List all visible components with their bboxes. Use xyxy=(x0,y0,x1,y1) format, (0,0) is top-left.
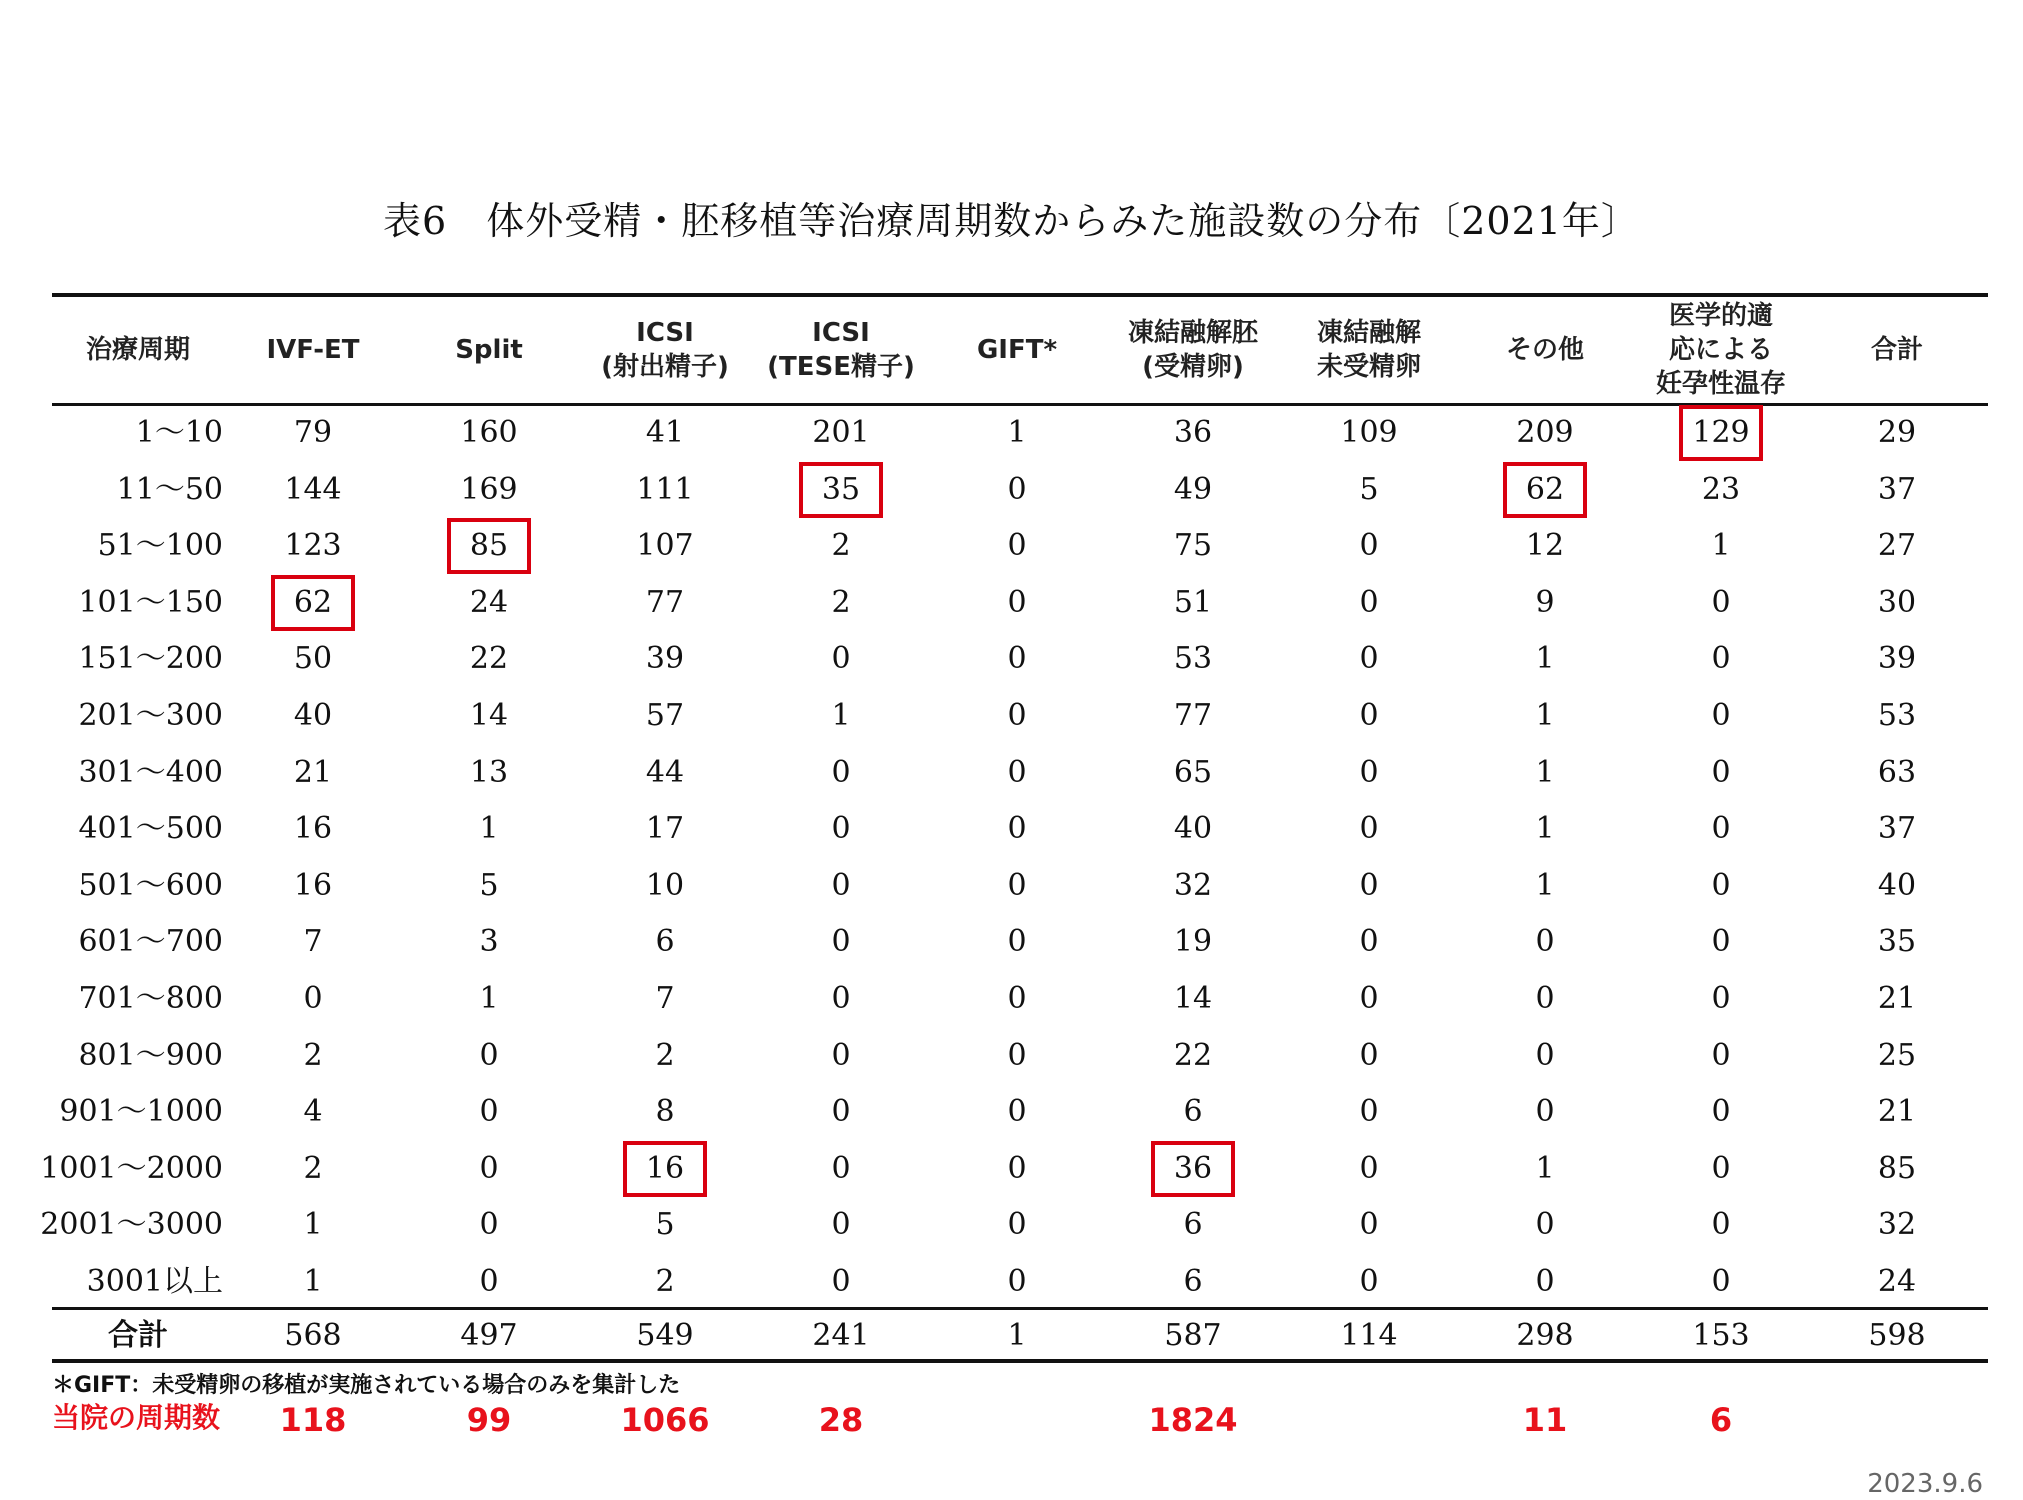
total-cell: 298 xyxy=(1516,1318,1574,1353)
highlight-box xyxy=(447,518,531,574)
highlight-box xyxy=(1503,462,1587,518)
table-cell: 1 xyxy=(479,811,499,847)
row-label: 901〜1000 xyxy=(59,1094,223,1130)
row-label: 801〜900 xyxy=(78,1037,223,1073)
ours-cell: 11 xyxy=(1522,1401,1568,1439)
table-cell: 5 xyxy=(479,867,499,903)
table-title: 表6 体外受精・胚移植等治療周期数からみた施設数の分布〔2021年〕 xyxy=(383,199,1640,243)
table-cell: 49 xyxy=(1173,471,1213,507)
highlight-box xyxy=(623,1141,707,1197)
ours-cell: 28 xyxy=(818,1401,864,1439)
table-cell: 0 xyxy=(1711,1150,1731,1186)
header-line: 凍結融解胚 xyxy=(1127,318,1258,348)
table-cell: 12 xyxy=(1525,528,1565,564)
table-cell: 40 xyxy=(1877,867,1917,903)
table-cell: 0 xyxy=(479,1207,499,1243)
table-cell: 3 xyxy=(479,924,499,960)
total-cell: 1 xyxy=(1007,1318,1027,1353)
table-cell: 13 xyxy=(469,754,509,790)
table-cell: 0 xyxy=(1711,981,1731,1016)
table-cell: 36 xyxy=(1173,1150,1213,1186)
ours-cell: 1066 xyxy=(620,1401,710,1439)
table-cell: 21 xyxy=(1877,981,1917,1016)
table-cell: 21 xyxy=(293,754,333,790)
table-cell: 32 xyxy=(1877,1207,1917,1243)
row-label: 701〜800 xyxy=(78,981,223,1016)
table-cell: 85 xyxy=(469,528,509,564)
table-cell: 0 xyxy=(1359,1094,1379,1130)
table-cell: 35 xyxy=(1877,924,1917,960)
row-label: 601〜700 xyxy=(78,924,223,960)
table-cell: 24 xyxy=(1877,1264,1917,1299)
table-cell: 0 xyxy=(1359,584,1379,620)
table-cell: 0 xyxy=(831,981,851,1016)
header-line: 治療周期 xyxy=(85,335,190,365)
header-line: ICSI xyxy=(812,318,870,348)
table-cell: 30 xyxy=(1877,584,1917,620)
header-cell xyxy=(389,333,589,367)
row-label: 2001〜3000 xyxy=(40,1207,223,1243)
table-cell: 22 xyxy=(1173,1037,1213,1073)
table-cell: 160 xyxy=(460,415,518,450)
table-cell: 6 xyxy=(655,924,675,960)
total-cell: 114 xyxy=(1340,1318,1398,1353)
table-cell: 5 xyxy=(1359,471,1379,507)
table-cell: 0 xyxy=(1711,1037,1731,1073)
table-cell: 40 xyxy=(293,698,333,733)
table-cell: 0 xyxy=(1711,924,1731,960)
row-label: 201〜300 xyxy=(78,698,223,733)
table-cell: 27 xyxy=(1877,528,1917,564)
table-cell: 77 xyxy=(645,584,685,620)
table-cell: 0 xyxy=(1711,698,1731,733)
total-rule-bottom xyxy=(52,1359,1988,1363)
top-rule xyxy=(52,293,1988,297)
table-cell: 1 xyxy=(1535,811,1555,847)
table-cell: 0 xyxy=(831,1150,851,1186)
table-cell: 0 xyxy=(1359,1207,1379,1243)
table-cell: 109 xyxy=(1340,415,1398,450)
header-cell xyxy=(1445,333,1645,367)
table-cell: 0 xyxy=(479,1264,499,1299)
row-label: 1〜10 xyxy=(135,415,223,450)
table-cell: 53 xyxy=(1173,641,1213,677)
table-cell: 0 xyxy=(1535,1207,1555,1243)
table-cell: 0 xyxy=(1007,867,1027,903)
table-cell: 39 xyxy=(1877,641,1917,677)
ours-cell: 118 xyxy=(279,1401,347,1439)
table-cell: 1 xyxy=(479,981,499,1016)
row-label: 11〜50 xyxy=(116,471,223,507)
table-cell: 0 xyxy=(1007,981,1027,1016)
table-cell: 16 xyxy=(293,811,333,847)
table-cell: 62 xyxy=(1525,471,1565,507)
row-label: 401〜500 xyxy=(78,811,223,847)
table-cell: 17 xyxy=(645,811,685,847)
row-label: 501〜600 xyxy=(78,867,223,903)
table-cell: 144 xyxy=(284,471,342,507)
date-stamp: 2023.9.6 xyxy=(1867,1469,1983,1499)
table-cell: 0 xyxy=(1359,698,1379,733)
table-cell: 85 xyxy=(1877,1150,1917,1186)
table-cell: 6 xyxy=(1183,1264,1203,1299)
table-cell: 6 xyxy=(1183,1094,1203,1130)
table-cell: 107 xyxy=(636,528,694,564)
header-cell xyxy=(1621,299,1821,401)
total-cell: 153 xyxy=(1692,1318,1750,1353)
total-label: 合計 xyxy=(108,1318,168,1353)
table-cell: 37 xyxy=(1877,811,1917,847)
table-cell: 0 xyxy=(1007,1264,1027,1299)
table-cell: 0 xyxy=(1007,698,1027,733)
table-cell: 63 xyxy=(1877,754,1917,790)
table-cell: 0 xyxy=(1359,1264,1379,1299)
header-line: GIFT* xyxy=(976,335,1058,365)
table-cell: 1 xyxy=(1535,754,1555,790)
table-cell: 1 xyxy=(1535,1150,1555,1186)
table-cell: 24 xyxy=(469,584,509,620)
table-cell: 129 xyxy=(1692,415,1750,450)
header-line: その他 xyxy=(1505,335,1584,365)
table-cell: 0 xyxy=(1359,1150,1379,1186)
table-cell: 77 xyxy=(1173,698,1213,733)
total-cell: 497 xyxy=(460,1318,518,1353)
table-cell: 0 xyxy=(303,981,323,1016)
row-label: 1001〜2000 xyxy=(40,1150,223,1186)
table-cell: 0 xyxy=(1359,924,1379,960)
total-cell: 598 xyxy=(1868,1318,1926,1353)
table-cell: 0 xyxy=(1007,471,1027,507)
table-cell: 2 xyxy=(303,1150,323,1186)
table-cell: 0 xyxy=(1711,1264,1731,1299)
header-line: 未受精卵 xyxy=(1316,352,1421,382)
header-cell xyxy=(1797,333,1997,367)
table-cell: 2 xyxy=(831,584,851,620)
header-cell xyxy=(1093,316,1293,384)
table-cell: 0 xyxy=(831,811,851,847)
table-cell: 2 xyxy=(303,1037,323,1073)
highlight-box xyxy=(1151,1141,1235,1197)
table-cell: 0 xyxy=(1711,1094,1731,1130)
table-cell: 75 xyxy=(1173,528,1213,564)
table-cell: 23 xyxy=(1701,471,1741,507)
table-cell: 0 xyxy=(831,1094,851,1130)
table-cell: 14 xyxy=(469,698,509,733)
ours-cell: 1824 xyxy=(1148,1401,1238,1439)
table-cell: 0 xyxy=(1007,1207,1027,1243)
header-cell xyxy=(565,316,765,384)
table-cell: 1 xyxy=(831,698,851,733)
table-cell: 0 xyxy=(1711,754,1731,790)
table-cell: 0 xyxy=(1359,867,1379,903)
header-cell xyxy=(213,333,413,367)
row-label: 51〜100 xyxy=(97,528,223,564)
table-cell: 1 xyxy=(1711,528,1731,564)
header-line: (受精卵) xyxy=(1142,352,1244,382)
table-cell: 0 xyxy=(831,1037,851,1073)
table-cell: 0 xyxy=(1007,754,1027,790)
table-cell: 29 xyxy=(1877,415,1917,450)
table-cell: 0 xyxy=(1007,1150,1027,1186)
table-cell: 1 xyxy=(1535,698,1555,733)
table-cell: 1 xyxy=(303,1207,323,1243)
table-cell: 53 xyxy=(1877,698,1917,733)
total-cell: 549 xyxy=(636,1318,694,1353)
highlight-box xyxy=(1679,405,1763,461)
table-cell: 40 xyxy=(1173,811,1213,847)
ours-cell: 99 xyxy=(466,1401,512,1439)
table-cell: 0 xyxy=(1711,584,1731,620)
table-cell: 0 xyxy=(1535,924,1555,960)
footnote: ＊GIFT：未受精卵の移植が実施されている場合のみを集計した xyxy=(52,1373,681,1398)
table-cell: 16 xyxy=(645,1150,685,1186)
header-cell xyxy=(917,333,1117,367)
table-cell: 0 xyxy=(479,1094,499,1130)
table-cell: 209 xyxy=(1516,415,1574,450)
table-cell: 1 xyxy=(1535,867,1555,903)
table-cell: 44 xyxy=(645,754,685,790)
table-cell: 2 xyxy=(831,528,851,564)
header-line: (TESE精子) xyxy=(767,352,915,382)
table-cell: 0 xyxy=(1359,528,1379,564)
table-cell: 0 xyxy=(1007,1037,1027,1073)
table-cell: 0 xyxy=(1007,528,1027,564)
row-label: 3001以上 xyxy=(86,1264,223,1299)
table-cell: 1 xyxy=(1007,415,1027,450)
table-cell: 0 xyxy=(1535,1037,1555,1073)
table-cell: 1 xyxy=(1535,641,1555,677)
table-cell: 0 xyxy=(831,754,851,790)
table-cell: 22 xyxy=(469,641,509,677)
table-cell: 0 xyxy=(1359,1037,1379,1073)
table-cell: 0 xyxy=(1007,811,1027,847)
table-cell: 79 xyxy=(293,415,333,450)
table-cell: 2 xyxy=(655,1037,675,1073)
table-cell: 0 xyxy=(1359,641,1379,677)
table-cell: 39 xyxy=(645,641,685,677)
table-cell: 4 xyxy=(303,1094,323,1130)
table-cell: 0 xyxy=(831,1264,851,1299)
table-cell: 0 xyxy=(831,924,851,960)
total-cell: 241 xyxy=(812,1318,870,1353)
header-line: 合計 xyxy=(1870,335,1923,365)
ours-cell: 6 xyxy=(1709,1401,1733,1439)
header-cell xyxy=(741,316,941,384)
header-line: ICSI xyxy=(636,318,694,348)
table-cell: 41 xyxy=(645,415,685,450)
table-cell: 169 xyxy=(460,471,518,507)
header-line: 凍結融解 xyxy=(1316,318,1421,348)
table-cell: 25 xyxy=(1877,1037,1917,1073)
header-cell xyxy=(38,333,238,367)
table-cell: 14 xyxy=(1173,981,1213,1016)
table-cell: 0 xyxy=(831,1207,851,1243)
header-line: IVF-ET xyxy=(266,335,360,365)
table-cell: 0 xyxy=(1711,811,1731,847)
table-cell: 5 xyxy=(655,1207,675,1243)
table-cell: 0 xyxy=(479,1150,499,1186)
table-cell: 2 xyxy=(655,1264,675,1299)
total-cell: 587 xyxy=(1164,1318,1222,1353)
table-cell: 10 xyxy=(645,867,685,903)
table-cell: 19 xyxy=(1173,924,1213,960)
table-cell: 0 xyxy=(1359,981,1379,1016)
table-cell: 0 xyxy=(1711,641,1731,677)
table-cell: 32 xyxy=(1173,867,1213,903)
total-rule-top xyxy=(52,1307,1988,1310)
highlight-box xyxy=(271,575,355,631)
table-cell: 50 xyxy=(293,641,333,677)
table-cell: 0 xyxy=(1359,811,1379,847)
row-label: 101〜150 xyxy=(78,584,223,620)
table-cell: 0 xyxy=(479,1037,499,1073)
table-cell: 0 xyxy=(1007,641,1027,677)
table-cell: 0 xyxy=(1535,1264,1555,1299)
table-cell: 0 xyxy=(1535,981,1555,1016)
table-cell: 0 xyxy=(1007,1094,1027,1130)
table-cell: 8 xyxy=(655,1094,675,1130)
table-cell: 123 xyxy=(284,528,342,564)
table-cell: 7 xyxy=(303,924,323,960)
header-line: (射出精子) xyxy=(601,352,729,382)
table-cell: 6 xyxy=(1183,1207,1203,1243)
table-cell: 7 xyxy=(655,981,675,1016)
table-cell: 111 xyxy=(636,471,694,507)
table-cell: 201 xyxy=(812,415,870,450)
table-cell: 0 xyxy=(1711,867,1731,903)
table-cell: 57 xyxy=(645,698,685,733)
table-cell: 21 xyxy=(1877,1094,1917,1130)
table-cell: 0 xyxy=(831,641,851,677)
table-cell: 16 xyxy=(293,867,333,903)
table-cell: 62 xyxy=(293,584,333,620)
row-label: 151〜200 xyxy=(78,641,223,677)
ours-label: 当院の周期数 xyxy=(52,1401,221,1434)
table-cell: 0 xyxy=(1007,584,1027,620)
header-line: 医学的適 xyxy=(1668,301,1773,331)
table-cell: 35 xyxy=(821,471,861,507)
table-cell: 0 xyxy=(831,867,851,903)
table-cell: 37 xyxy=(1877,471,1917,507)
table-cell: 9 xyxy=(1535,584,1555,620)
table-cell: 0 xyxy=(1711,1207,1731,1243)
table-cell: 0 xyxy=(1535,1094,1555,1130)
table-cell: 36 xyxy=(1173,415,1213,450)
header-line: 応による xyxy=(1668,335,1773,365)
table-cell: 0 xyxy=(1359,754,1379,790)
total-cell: 568 xyxy=(284,1318,342,1353)
header-line: 妊孕性温存 xyxy=(1655,369,1786,399)
table-cell: 0 xyxy=(1007,924,1027,960)
table-cell: 65 xyxy=(1173,754,1213,790)
table-cell: 1 xyxy=(303,1264,323,1299)
header-cell xyxy=(1269,316,1469,384)
row-label: 301〜400 xyxy=(78,754,223,790)
highlight-box xyxy=(799,462,883,518)
header-line: Split xyxy=(455,335,523,365)
table-cell: 51 xyxy=(1173,584,1213,620)
